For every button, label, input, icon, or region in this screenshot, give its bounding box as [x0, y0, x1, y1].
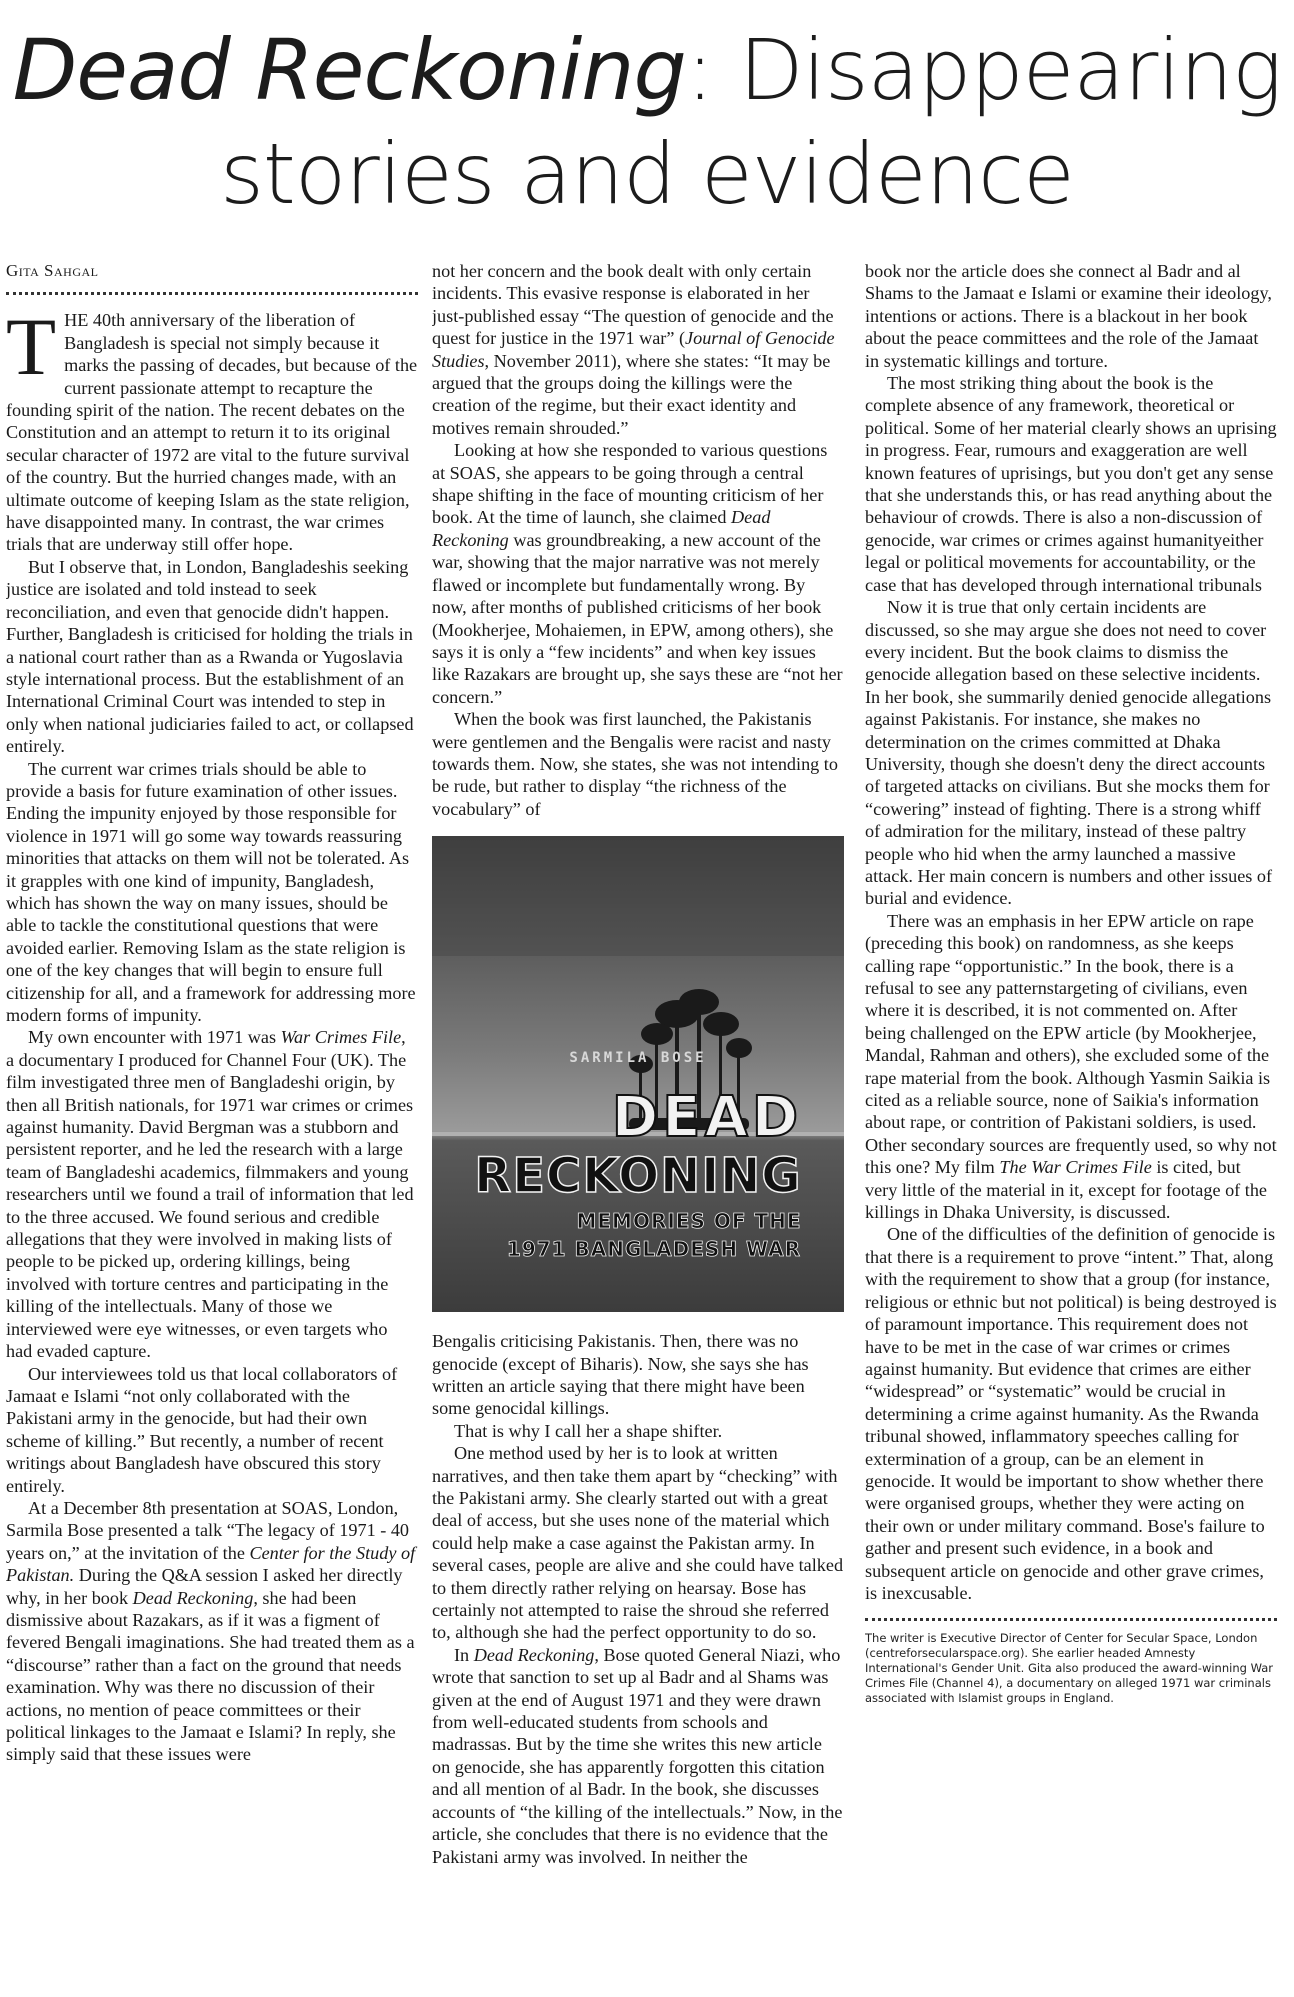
paragraph: In Dead Reckoning, Bose quoted General Niazi, who wrote that sanction to set up al Badr and al Shams was given at the end of August 1971 and they were drawn from well-educated students from schools and madrassas. But by the time she writes this new article on genocide, she has apparently forgotten this citation and all mention of al Badr. In the book, she discusses accounts of “the killing of the intellectuals.” Now, in the article, she concludes that there is no evidence that the Pakistani army was involved. In neither the: [432, 1644, 843, 1867]
book-cover-image: [432, 836, 844, 1312]
cover-subtitle-line-2: 1971 BANGLADESH WAR: [506, 1237, 802, 1262]
headline-line-1: [0, 18, 1294, 122]
paragraph: One method used by her is to look at written narratives, and then take them apart by “checking” with the Pakistani army. She clearly started out with a great deal of access, but she uses none of the material which could help make a case against the Pakistan army. In several cases, people are alive and she could have talked to them directly rather relying on hearsay. Bose has certainly not attempted to raise the shroud she referred to, although she had the perfect opportunity to do so.: [432, 1443, 844, 1643]
paragraph: There was an emphasis in her EPW article on rape (preceding this book) on randomness, as she keeps calling rape “opportunistic.” In the book, there is a refusal to see any patternstargeting of civilians, even where it is described, it is not commented on. After being challenged on the EPW article (by Mookherjee, Mandal, Rahman and others), she excluded some of the rape material from the book. Although Yasmin Saikia is cited as a reliable source, none of Saikia's information about rape, or contrition of Pakistani soldiers, is used. Other secondary sources are frequently used, so why not this one? My film The War Crimes File is cited, but very little of the material in it, except for footage of the killings in Dhaka University, is discussed.: [865, 910, 1277, 1223]
cover-author: SARMILA BOSE: [569, 1050, 707, 1067]
headline-title-rest: : Disappearing: [685, 21, 1282, 119]
paragraph: Now it is true that only certain incidents are discussed, so she may argue she does not need to cover every incident. But the book claims to dismiss the genocide allegation based on these selective incidents. In her book, she summarily denied genocide allegations against Pakistanis. For instance, she makes no determination on the crimes committed at Dhaka University, though she doesn't deny the direct accounts of targeted attacks on civilians. But she mocks them for “cowering” instead of fighting. There is a strong whiff of admiration for the military, instead of these paltry people who hid when the army launched a massive attack. Her main concern is numbers and other issues of burial and evidence.: [865, 597, 1273, 909]
author-footnote: The writer is Executive Director of Center for Secular Space, London (centreforsecularspace.org). She earlier headed Amnesty International's Gender Unit. Gita also produced the award-winning War Crimes File (Channel 4), a documentary on alleged 1971 war criminals associated with Islamist groups in England.: [865, 1631, 1273, 1706]
paragraph: Bengalis criticising Pakistanis. Then, there was no genocide (except of Biharis). Now, she says she has written an article saying that there might have been some genocidal killings.: [432, 1331, 809, 1419]
headline-book-title: Dead Reckoning: [12, 21, 686, 119]
article-column-2: [432, 260, 844, 1997]
paragraph: THE 40th anniversary of the liberation of Bangladesh is special not simply because it marks the passing of decades, but because of the current passionate attempt to recapture the founding spirit of the nation. The recent debates on the Constitution and an attempt to return it to its original secular character of 1972 are vital to the future survival of the country. But the hurried changes made, with an ultimate outcome of keeping Islam as the state religion, have disappointed many. In contrast, the war crimes trials that are underway still offer hope.: [6, 301, 418, 555]
paragraph: At a December 8th presentation at SOAS, London, Sarmila Bose presented a talk “The legacy of 1971 - 40 years on,” at the invitation of the Center for the Study of Pakistan. During the Q&A session I asked her directly why, in her book Dead Reckoning, she had been dismissive about Razakars, as if it was a figment of fevered Bengali imaginations. She had treated them as a “discourse” rather than a fact on the ground that needs examination. Why was there no discussion of their actions, no mention of peace committees or their political linkages to the Jamaat e Islami? In reply, she simply said that these issues were: [6, 1497, 416, 1765]
cover-subtitle-line-1: MEMORIES OF THE: [576, 1209, 802, 1234]
paragraph: That is why I call her a shape shifter.: [454, 1420, 723, 1441]
drop-cap: T: [6, 301, 57, 393]
paragraph: book nor the article does she connect al Badr and al Shams to the Jamaat e Islami or examine their ideology, intentions or actions. There is a blackout in her book about the peace committees and the role of the Jamaat in systematic killings and torture.: [865, 261, 1272, 371]
paragraph: The most striking thing about the book is the complete absence of any framework, theoretical or political. Some of her material clearly shows an uprising in progress. Fear, rumours and exaggeration are well known features of uprisings, but you don't get any sense that she understands this, or has read anything about the behaviour of crowds. There is also a non-discussion of genocide, war crimes or crimes against humanityeither legal or political movements for accountability, or the case that has developed through international tribunals: [865, 373, 1277, 595]
paragraph: One of the difficulties of the definition of genocide is that there is a requirement to prove “intent.” That, along with the requirement to show that a group (for instance, religious or ethnic but not political) is being destroyed is of paramount importance. This requirement does not have to be met in the case of war crimes or crimes against humanity. But evidence that crimes are either “widespread” or “systematic” would be crucial in determining a crime against humanity. As the Rwanda tribunal showed, inflammatory speeches calling for extermination of a group, can be an element in genocide. It would be important to show whether there were organised groups, whether they were acting on their own or under military command. Bose's failure to gather and present such evidence, in a book and subsequent article on genocide and other grave crimes, is inexcusable.: [865, 1224, 1277, 1603]
paragraph: But I observe that, in London, Bangladeshis seeking justice are isolated and told instead to seek reconciliation, and even that genocide didn't happen. Further, Bangladesh is criticised for holding the trials in a national court rather than as a Rwanda or Yugoslavia style international process. But the establishment of an International Criminal Court was intended to step in only when national judiciaries failed to act, or collapsed entirely.: [6, 556, 414, 757]
headline-line-2: stories and evidence: [220, 125, 1074, 223]
paragraph: The current war crimes trials should be able to provide a basis for future examination of other issues. Ending the impunity enjoyed by those responsible for violence in 1971 will go some way towards reassuring minorities that attacks on them will not be tolerated. As it grapples with one kind of impunity, Bangladesh, which has shown the way on many issues, should be able to tackle the constitutional questions that were avoided earlier. Removing Islam as the state religion is one of the key changes that will begin to ensure full citizenship for all, and a framework for addressing more modern forms of impunity.: [6, 758, 416, 1025]
byline: Gita Sahgal: [6, 260, 418, 295]
footnote-divider: [865, 1618, 1277, 1621]
cover-clouds: [432, 836, 844, 956]
headline: [0, 18, 1294, 226]
paragraph: not her concern and the book dealt with only certain incidents. This evasive response is elaborated in her just-published essay “The question of genocide and the quest for justice in the 1971 war” (Journal of Genocide Studies, November 2011), where she states: “It may be argued that the groups doing the killings were the creation of the regime, but their exact identity and motives remain shrouded.”: [432, 261, 835, 438]
article-column-3: [865, 260, 1277, 1997]
article-column-1: [6, 260, 418, 1997]
cover-title-line-1: DEAD: [611, 1085, 803, 1151]
paragraph: Our interviewees told us that local collaborators of Jamaat e Islami “not only collaborated with the Pakistani army in the genocide, but had their own scheme of killing.” But recently, a number of recent writings about Bangladesh have obscured this story entirely.: [6, 1363, 398, 1496]
paragraph: Looking at how she responded to various questions at SOAS, she appears to be going through a central shape shifting in the face of mounting criticism of her book. At the time of launch, she claimed Dead Reckoning was groundbreaking, a new account of the war, showing that the major narrative was not merely flawed or incomplete but fundamentally wrong. By now, after months of published criticisms of her book (Mookherjee, Mohaiemen, in EPW, among others), she says it is only a “few incidents” and when key issues like Razakars are brought up, she says these are “not her concern.”: [432, 440, 843, 707]
cover-title-line-2: RECKONING: [474, 1148, 802, 1205]
paragraph: When the book was first launched, the Pakistanis were gentlemen and the Bengalis were racist and nasty towards them. Now, she states, she was not intending to be rude, but rather to display “the richness of the vocabulary” of: [432, 709, 838, 819]
paragraph: My own encounter with 1971 was War Crimes File, a documentary I produced for Channel Four (UK). The film investigated three men of Bangladeshi origin, by then all British nationals, for 1971 war crimes or crimes against humanity. David Bergman was a stubborn and persistent reporter, and he led the research with a large team of Bangladeshi academics, filmmakers and young researchers until we found a trail of information that led to the three accused. We found serious and credible allegations that they were involved in making lists of people to be picked up, ordering killings, being involved with torture centres and participating in the killing of the intellectuals. Many of those we interviewed were eye witnesses, or even targets who had evaded capture.: [6, 1027, 414, 1362]
